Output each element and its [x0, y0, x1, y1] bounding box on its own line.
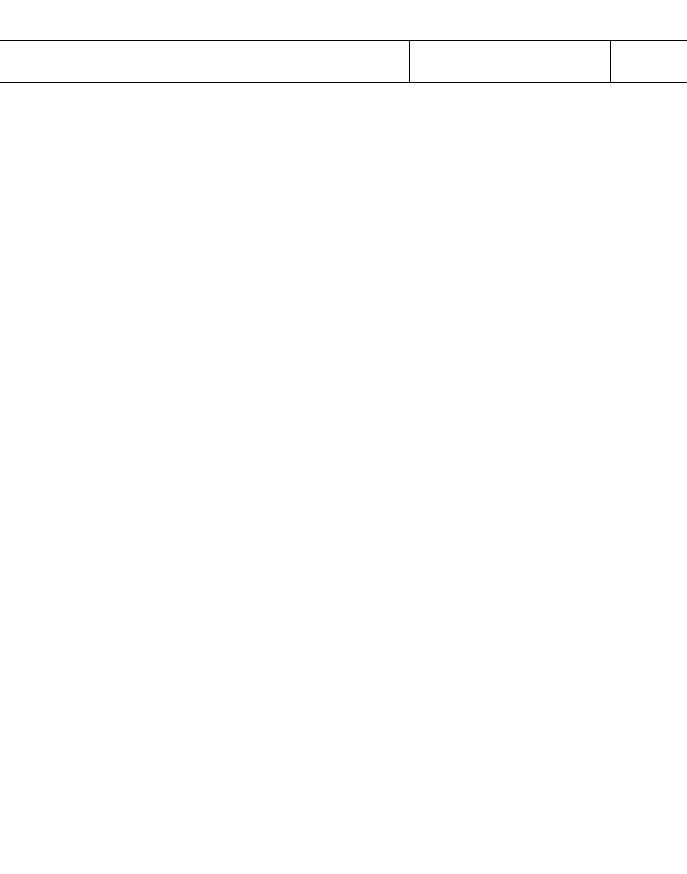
- header-bottom-rule: [0, 82, 687, 83]
- header-divider-2: [610, 40, 611, 82]
- header-top-rule: [0, 40, 687, 41]
- header-divider-1: [409, 40, 410, 82]
